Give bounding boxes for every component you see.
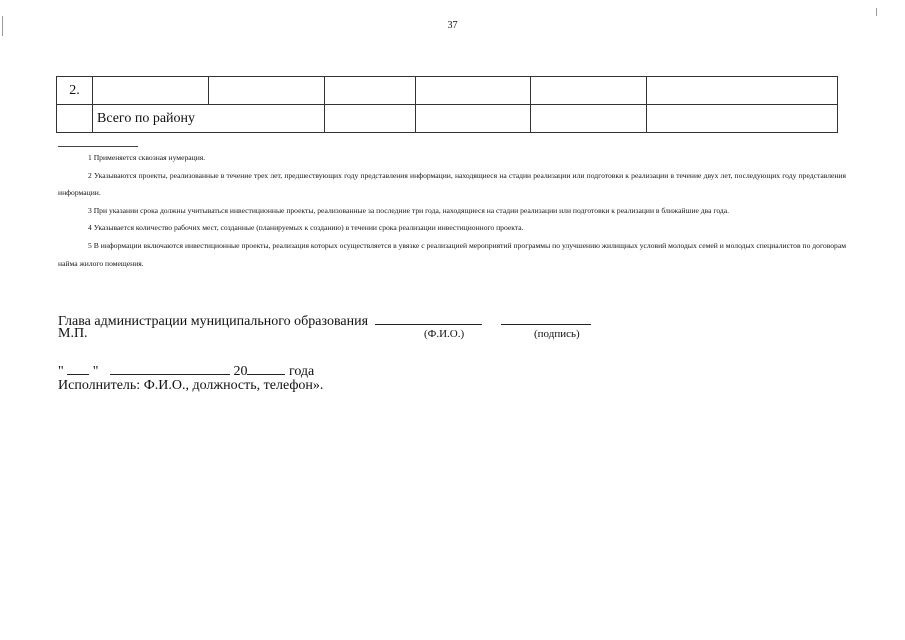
date-quote-open: " (58, 364, 64, 379)
year-suffix: года (288, 364, 315, 379)
page-number: 37 (447, 20, 458, 31)
day-blank (67, 360, 89, 375)
date-line (58, 360, 314, 380)
table-row-total (57, 105, 838, 133)
table-cell (325, 77, 416, 105)
footnote-5: 5 В информации включаются инвестиционные проекты, реализация которых осуществляется в увязке с реализацией мероприятий программы по улучшению жилищных условий молодых семей и молодых специалистов по договорам найма жилого помещения. (58, 240, 846, 268)
summary-table (56, 76, 838, 133)
head-signature-line (58, 310, 591, 330)
total-label-cell: Всего по району (93, 105, 325, 133)
year-prefix: 20 (233, 364, 248, 379)
table-cell (93, 77, 209, 105)
footnote-2: 2 Указываются проекты, реализованные в течение трех лет, предшествующих году представления информации, находящиеся на стадии реализации или подготовки к реализации в течение двух лет, последующих году представления информации. (58, 170, 846, 198)
seal-label: М.П. (58, 326, 88, 341)
footnote-3: 3 При указании срока должны учитываться инвестиционные проекты, реализованные за последние три года, находящиеся на стадии реализации или подготовки к реализации в ближайшие два года. (88, 205, 730, 215)
footnote-1: 1 Применяется сквозная нумерация. (88, 153, 206, 162)
year-blank (247, 360, 285, 375)
footnotes (58, 149, 846, 272)
table-cell (209, 77, 325, 105)
signature-blank (501, 310, 591, 325)
table-cell (647, 105, 838, 133)
table-cell (531, 105, 647, 133)
scan-edge-mark-left (2, 16, 3, 36)
row-number-cell (57, 105, 93, 133)
head-label: Глава администрации муниципального образования (58, 314, 369, 329)
table-cell (325, 105, 416, 133)
executor-line: Исполнитель: Ф.И.О., должность, телефон». (58, 378, 324, 393)
date-quote-close: " (92, 364, 99, 379)
signature-caption: (подпись) (534, 328, 580, 340)
fio-caption: (Ф.И.О.) (424, 328, 465, 340)
table-cell (531, 77, 647, 105)
table-cell (416, 77, 531, 105)
footnote-4: 4 Указывается количество рабочих мест, созданные (планируемых к созданию) в течении срока реализации инвестиционного проекта. (88, 223, 524, 233)
table-cell (416, 105, 531, 133)
fio-blank (375, 310, 482, 325)
scan-edge-mark-right (876, 8, 877, 16)
footnote-separator (58, 146, 138, 147)
month-blank (110, 360, 230, 375)
table-row (57, 77, 838, 105)
table-cell (647, 77, 838, 105)
row-number-cell: 2. (57, 77, 93, 105)
